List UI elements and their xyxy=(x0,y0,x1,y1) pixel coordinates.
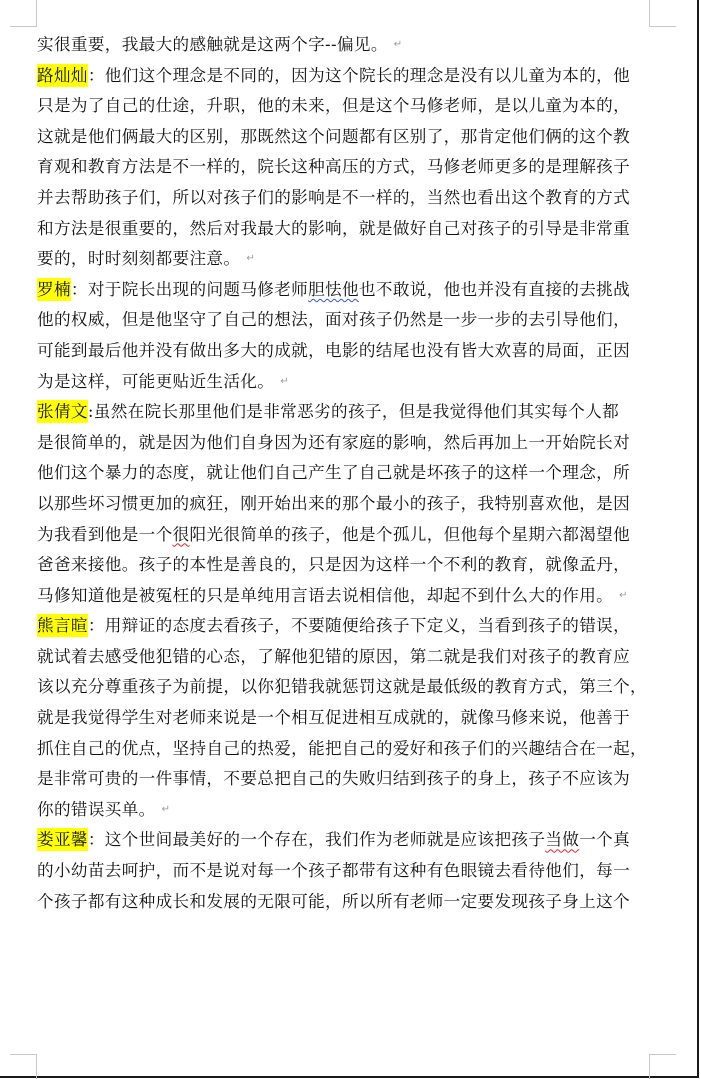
margin-corner-mark-bottom-right xyxy=(649,1054,676,1079)
text-line xyxy=(37,520,649,551)
text-run: 马修知道他是被冤枉的只是单纯用言语去说相信他，却起不到什么大的作用。 xyxy=(37,585,614,605)
paragraph-speaker-5 xyxy=(37,825,649,917)
text-line xyxy=(37,825,649,856)
text-run: ：用辩证的态度去看孩子，不要随便给孩子下定义，当看到孩子的错误， xyxy=(87,616,631,636)
text-line: 的小幼苗去呵护，而不是说对每一个孩子都带有这种有色眼镜去看待他们，每一 xyxy=(37,861,631,881)
text-run: 你的错误买单。 xyxy=(37,799,156,819)
document-body[interactable] xyxy=(37,30,649,917)
text-line xyxy=(37,795,649,826)
text-run: 为我看到他是一个 xyxy=(37,524,173,544)
spelling-flagged-text[interactable]: 当做 xyxy=(545,830,580,850)
text-line xyxy=(37,275,649,306)
text-line xyxy=(37,367,649,398)
paragraph-speaker-1 xyxy=(37,61,649,275)
margin-corner-mark-bottom-left xyxy=(10,1054,37,1079)
text-line: 只是为了自己的仕途，升职，他的未来，但是这个马修老师，是以儿童为本的， xyxy=(37,96,631,116)
spelling-flagged-text[interactable]: 很 xyxy=(172,524,190,544)
text-line xyxy=(37,397,649,428)
text-line xyxy=(37,244,649,275)
paragraph-speaker-2 xyxy=(37,275,649,397)
speaker-name-highlighted: 张倩文 xyxy=(37,402,88,422)
speaker-name-highlighted: 罗楠 xyxy=(37,279,71,299)
paragraph-continuation xyxy=(37,30,649,61)
text-line: 以那些坏习惯更加的疯狂，刚开始出来的那个最小的孩子，我特别喜欢他，是因 xyxy=(37,493,631,513)
text-run: 阳光很简单的孩子，他是个孤儿，但他每个星期六都渴望他 xyxy=(189,524,631,544)
text-line: 个孩子都有这种成长和发展的无限可能，所以所有老师一定要发现孩子身上这个 xyxy=(37,891,631,911)
text-run: ：他们这个理念是不同的，因为这个院长的理念是没有以儿童为本的，他 xyxy=(87,65,631,85)
margin-corner-mark-top-right xyxy=(649,0,676,27)
paragraph-mark-icon: ↵ xyxy=(246,253,256,265)
text-line: 并去帮助孩子们，所以对孩子们的影响是不一样的，当然也看出这个教育的方式 xyxy=(37,187,631,207)
text-line: 和方法是很重要的，然后对我最大的影响，就是做好自己对孩子的引导是非常重 xyxy=(37,218,631,238)
text-line xyxy=(37,30,649,61)
text-line xyxy=(37,581,649,612)
text-run: 要的，时时刻刻都要注意。 xyxy=(37,249,241,269)
text-run: 一个真 xyxy=(579,830,631,850)
text-line: 可能到最后他并没有做出多大的成就，电影的结尾也没有皆大欢喜的局面，正因 xyxy=(37,340,631,360)
margin-corner-mark-top-left xyxy=(10,0,37,27)
text-line: 他们这个暴力的态度，就让他们自己产生了自己就是坏孩子的这样一个理念，所 xyxy=(37,463,631,483)
text-line: 这就是他们俩最大的区别，那既然这个问题都有区别了，那肯定他们俩的这个教 xyxy=(37,126,631,146)
speaker-name-highlighted: 熊言暄 xyxy=(37,616,88,636)
speaker-name-highlighted: 娄亚馨 xyxy=(37,830,88,850)
text-line: 该以充分尊重孩子为前提，以你犯错我就惩罚这就是最低级的教育方式，第三个， xyxy=(37,677,647,697)
text-line: 爸爸来接他。孩子的本性是善良的，只是因为这样一个不利的教育，就像孟丹， xyxy=(37,555,631,575)
text-line: 就是我觉得学生对老师来说是一个相互促进相互成就的，就像马修来说，他善于 xyxy=(37,708,631,728)
text-line xyxy=(37,61,649,92)
paragraph-mark-icon: ↵ xyxy=(280,375,289,387)
paragraph-mark-icon: ↵ xyxy=(161,804,171,816)
text-run: 也不敢说，他也并没有直接的去挑战 xyxy=(358,279,631,299)
paragraph-mark-icon: ↵ xyxy=(393,39,403,51)
paragraph-speaker-4 xyxy=(37,611,649,825)
text-run: :虽然在院长那里他们是非常恶劣的孩子，但是我觉得他们其实每个人都 xyxy=(87,402,620,422)
text-run: ：对于院长出现的问题马修老师 xyxy=(70,279,309,299)
text-line xyxy=(37,611,649,642)
paragraph-speaker-3 xyxy=(37,397,649,611)
speaker-name-highlighted: 路灿灿 xyxy=(37,65,88,85)
text-line: 是很简单的，就是因为他们自身因为还有家庭的影响，然后再加上一开始院长对 xyxy=(37,432,631,452)
text-line: 抓住自己的优点，坚持自己的热爱，能把自己的爱好和孩子们的兴趣结合在一起， xyxy=(37,738,647,758)
text-run: 实很重要，我最大的感触就是这两个字--偏见。 xyxy=(37,35,388,54)
text-line: 是非常可贵的一件事情，不要总把自己的失败归结到孩子的身上，孩子不应该为 xyxy=(37,769,631,789)
text-line: 他的权威，但是他坚守了自己的想法，面对孩子仍然是一步一步的去引导他们， xyxy=(37,310,631,330)
text-line: 就试着去感受他犯错的心态，了解他犯错的原因，第二就是我们对孩子的教育应 xyxy=(37,646,631,666)
grammar-flagged-text[interactable]: 胆怯他 xyxy=(308,279,359,299)
text-run: ：这个世间最美好的一个存在，我们作为老师就是应该把孩子 xyxy=(87,830,546,850)
paragraph-mark-icon: ↵ xyxy=(619,589,628,601)
text-run: 为是这样，可能更贴近生活化。 xyxy=(37,371,275,391)
text-line: 育观和教育方法是不一样的，院长这种高压的方式，马修老师更多的是理解孩子 xyxy=(37,157,631,177)
